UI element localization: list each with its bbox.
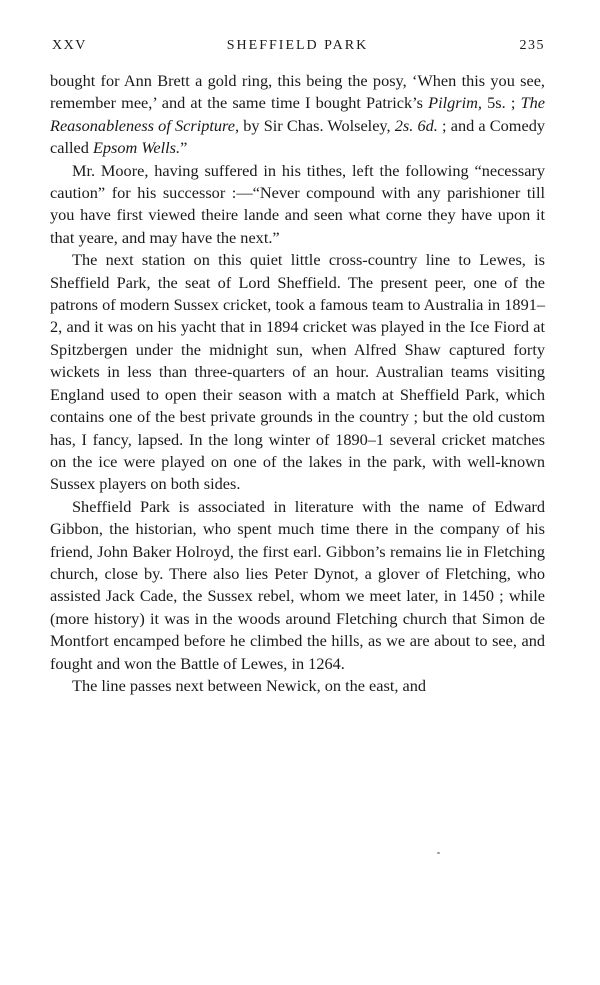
print-speck: [437, 852, 440, 854]
text-run: ”: [180, 138, 188, 158]
text-run: Sheffield Park is associated in literature with the name of Edward Gibbon, the historian, who spent much time there in the company of his friend, John Baker Holroyd, the first earl. Gibbon’s remains lie in Fletching church, close by. There also lies Peter Dynot, a glover of Fletching, who assisted Jack Cade, the Sussex rebel, whom we meet later, in 1450 ; while (more history) it was in the woods around Fletching church that Simon de Montfort encamped before he climbed the hills, as we are about to see, and fought and won the Battle of Lewes, in 1264.: [50, 496, 545, 673]
italic-run: The Reasonableness of Scripture,: [50, 93, 545, 135]
italic-run: Epsom Wells.: [92, 138, 181, 158]
paragraph-sheffield-park-cricket: [50, 249, 545, 495]
text-run: bought for Ann Brett a gold ring, this being the posy, ‘When this you see, remember mee,’ and at the same time I bought Patrick’s: [50, 71, 545, 113]
text-run: The next station on this quiet little cross-country line to Lewes, is Sheffield Park, the seat of Lord Sheffield. The present peer, one of the patrons of modern Sussex cricket, took a famous team to Australia in 1891–2, and it was on his yacht that in 1894 cricket was played in the Ice Fiord at Spitzbergen under the midnight sun, when Alfred Shaw captured forty wickets in less than three-quarters of an hour. Australian teams visiting England used to open their season with a match at Sheffield Park, which contains one of the best private grounds in the country ; but the old custom has, I fancy, lapsed. In the long winter of 1890–1 several cricket matches on the ice were played on one of the lakes in the park, with well-known Sussex players on both sides.: [50, 250, 545, 494]
chapter-number: XXV: [52, 38, 87, 53]
text-run: 5s. ;: [482, 93, 521, 113]
book-page: [50, 38, 545, 697]
running-title: SHEFFIELD PARK: [226, 38, 369, 53]
italic-run: 2s. 6d.: [394, 115, 438, 135]
page-number: 235: [519, 38, 545, 53]
text-run: The line passes next between Newick, on the east, and: [72, 675, 426, 695]
text-run: ; and a Comedy called: [50, 115, 545, 158]
running-head: [50, 38, 545, 60]
paragraph-gibbon-fletching: [50, 496, 545, 675]
body-text: [50, 70, 545, 697]
text-run: by Sir Chas. Wolseley,: [239, 115, 395, 135]
italic-run: Pilgrim,: [428, 93, 482, 113]
paragraph-continued-quote: [50, 70, 545, 160]
paragraph-moore-caution: [50, 160, 545, 250]
text-run: Mr. Moore, having suffered in his tithes, left the following “necessary caution” for his successor :—“Never compound with any parishioner till you have first viewed theire lande and seen what corne they have upon it that yeare, and may have the next.”: [50, 160, 545, 247]
paragraph-line-newick: [50, 675, 545, 697]
